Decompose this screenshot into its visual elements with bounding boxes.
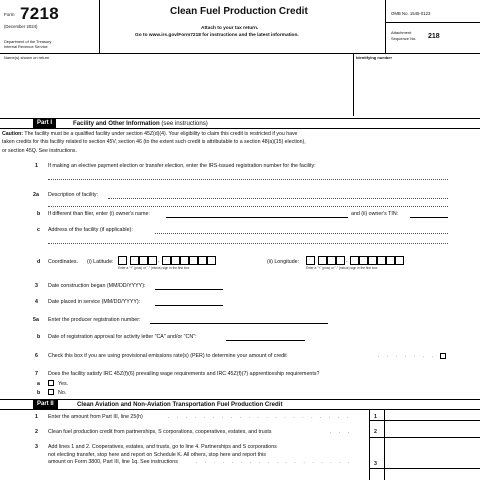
- facility-address-field-2[interactable]: [48, 243, 448, 244]
- p2-line2-number: 2: [35, 429, 38, 435]
- longitude-decimal-box[interactable]: [359, 256, 368, 265]
- department-line-1: Department of the Treasury: [4, 39, 52, 44]
- p2-line3-text-line-3: amount on Form 3800, Part III, line 1q. See instructions: [48, 459, 178, 466]
- per-checkbox[interactable]: [440, 353, 446, 359]
- id-divider: [353, 53, 354, 116]
- p2-line2-leader: . . .: [330, 429, 353, 435]
- p2-line2-box-label: 2: [374, 429, 377, 435]
- line3-number: 3: [35, 283, 38, 289]
- name-input[interactable]: [2, 61, 351, 116]
- latitude-hint: Enter a "+" (plus) or "-" (minus) sign in the first box.: [118, 266, 190, 270]
- line7a-letter: a: [37, 381, 40, 387]
- caution-block: [2, 130, 306, 155]
- latitude-digit-box[interactable]: [139, 256, 148, 265]
- part1-header-rule: [0, 128, 480, 129]
- caution-line-1: The facility must be a qualified facility under section 45Z(d)(4). Your eligibility to claim this credit is restricted if you have: [24, 131, 298, 137]
- longitude-decimal-box[interactable]: [377, 256, 386, 265]
- form-word: Form: [4, 12, 15, 17]
- attach-note: Attach to your tax return.: [201, 26, 259, 31]
- construction-date-field[interactable]: [155, 289, 223, 290]
- latitude-decimal-box[interactable]: [171, 256, 180, 265]
- p2-line1-amount-field[interactable]: [385, 410, 480, 420]
- latitude-sign-box[interactable]: [118, 256, 127, 265]
- line4-number: 4: [35, 299, 38, 305]
- line7b-letter: b: [37, 390, 41, 396]
- header-divider-left: [99, 0, 100, 53]
- latitude-decimal-box[interactable]: [198, 256, 207, 265]
- p2-line1-leader: . . . . . . . . . . . . . . . . . . . . .: [168, 414, 352, 420]
- p2-line3-number: 3: [35, 444, 38, 450]
- header-divider-right: [385, 0, 386, 53]
- part1-label: Part I: [33, 119, 56, 128]
- caution-line-2: taken credits for this facility related to section 45V, section 46 (to the extent such credit is attributable to a section 48(a)(15) election),: [2, 139, 306, 146]
- line6-text: Check this box if you are using provisional emissions rate(s) (PER) to determine your amount of credit: [48, 353, 287, 359]
- latitude-digit-box[interactable]: [148, 256, 157, 265]
- line6-leader: . . . . . . .: [378, 353, 437, 359]
- omb-number: OMB No. 1545-0123: [391, 11, 431, 16]
- line2b-text: If different than filer, enter (i) owner's name:: [48, 211, 150, 217]
- longitude-label: (ii) Longitude:: [267, 259, 300, 265]
- line5a-number: 5a: [33, 317, 39, 323]
- caution-label: Caution:: [2, 131, 24, 137]
- line2d-number: d: [37, 259, 41, 265]
- registration-approval-date-field[interactable]: [226, 340, 305, 341]
- p2-line3-amount-field[interactable]: [385, 438, 480, 468]
- caution-line-3: or section 45Q. See instructions.: [2, 147, 77, 154]
- line1-entry-field[interactable]: [48, 179, 448, 180]
- longitude-decimal-box[interactable]: [395, 256, 404, 265]
- part2-title: Clean Aviation and Non-Aviation Transportation Fuel Production Credit: [77, 401, 283, 408]
- longitude-digit-box[interactable]: [327, 256, 336, 265]
- longitude-decimal-box[interactable]: [350, 256, 359, 265]
- longitude-digit-box[interactable]: [318, 256, 327, 265]
- omb-divider: [385, 22, 480, 23]
- line2c-text: Address of the facility (if applicable):: [48, 227, 133, 233]
- line3-text: Date construction began (MM/DD/YYYY):: [48, 283, 146, 289]
- part2-label: Part II: [33, 400, 58, 409]
- wage-requirements-no-checkbox[interactable]: [48, 389, 54, 395]
- facility-description-field[interactable]: [108, 198, 448, 199]
- p2-line2-text: Clean fuel production credit from partnerships, S corporations, cooperatives, estates, and trusts: [48, 429, 272, 435]
- p2-line3-rule: [369, 468, 480, 469]
- facility-address-field[interactable]: [155, 233, 448, 234]
- latitude-decimal-box[interactable]: [189, 256, 198, 265]
- p2-line2-amount-field[interactable]: [385, 421, 480, 437]
- longitude-decimal-box[interactable]: [368, 256, 377, 265]
- department-line-2: Internal Revenue Service: [4, 44, 48, 49]
- longitude-sign-box[interactable]: [306, 256, 315, 265]
- attachment-label: Attachment: [391, 30, 412, 35]
- latitude-decimal-box[interactable]: [180, 256, 189, 265]
- longitude-hint: Enter a "+" (plus) or "-" (minus) sign in the first box.: [306, 266, 378, 270]
- sequence-number: 218: [428, 33, 440, 40]
- longitude-digit-box[interactable]: [336, 256, 345, 265]
- header-bottom-rule: [0, 53, 480, 54]
- line1-number: 1: [35, 163, 38, 169]
- form-title: Clean Fuel Production Credit: [170, 6, 308, 17]
- p2-line3-leader: . . . . . . . . . . . . . . . . . .: [196, 459, 353, 465]
- line2b-number: b: [37, 211, 41, 217]
- part1-title-text: Facility and Other Information: [73, 120, 160, 127]
- names-label: Name(s) shown on return: [4, 55, 50, 60]
- latitude-decimal-point: .: [158, 258, 160, 264]
- wage-requirements-yes-checkbox[interactable]: [48, 380, 54, 386]
- latitude-digit-box[interactable]: [130, 256, 139, 265]
- line2a-number: 2a: [33, 192, 39, 198]
- longitude-decimal-box[interactable]: [386, 256, 395, 265]
- line1-text: If making an elective payment election or transfer election, enter the IRS-issued registration number for the facility:: [48, 163, 316, 169]
- instructions-link-note: Go to www.irs.gov/Form7218 for instructions and the latest information.: [135, 33, 299, 38]
- owner-name-field[interactable]: [166, 217, 348, 218]
- line2d-text: Coordinates.: [48, 259, 79, 265]
- revision-date: (December 2024): [4, 24, 38, 29]
- line2c-number: c: [37, 227, 40, 233]
- sequence-label: Sequence No.: [391, 36, 417, 41]
- producer-registration-field[interactable]: [150, 323, 328, 324]
- longitude-decimal-point: .: [346, 258, 348, 264]
- owner-tin-field[interactable]: [410, 217, 448, 218]
- form-number: 7218: [20, 4, 60, 23]
- line6-number: 6: [35, 353, 38, 359]
- latitude-decimal-box[interactable]: [207, 256, 216, 265]
- line7-number: 7: [35, 371, 38, 377]
- latitude-decimal-box[interactable]: [162, 256, 171, 265]
- line4-text: Date placed in service (MM/DD/YYYY):: [48, 299, 141, 305]
- p2-line3-box-label: 3: [374, 461, 377, 467]
- p2-line3-text-line-2: not electing transfer, stop here and report on Schedule K. All others, stop here and report this: [48, 451, 266, 458]
- identifying-number-input[interactable]: [356, 61, 478, 116]
- part1-top-rule: [0, 118, 480, 119]
- p2-line1-text: Enter the amount from Part III, line 25(h): [48, 414, 143, 420]
- facility-description-field-2[interactable]: [48, 206, 448, 207]
- line5b-number: b: [37, 334, 41, 340]
- latitude-label: (i) Latitude:: [87, 259, 114, 265]
- line7-text: Does the facility satisfy IRC 45Z(f)(6) prevailing wage requirements and IRC 45Z(f)(7) apprenticeship requirements?: [48, 371, 320, 377]
- p2-line3-text-line-1: Add lines 1 and 2. Cooperatives, estates, and trusts, go to line 4. Partnerships and S corporations: [48, 444, 277, 450]
- p2-line1-number: 1: [35, 414, 38, 420]
- identifying-number-label: Identifying number: [356, 55, 392, 60]
- part1-title: [73, 119, 208, 128]
- line7b-text: No.: [58, 390, 67, 396]
- placed-in-service-date-field[interactable]: [155, 305, 223, 306]
- line7a-text: Yes.: [58, 381, 69, 387]
- p2-line1-box-label: 1: [374, 414, 377, 420]
- line5a-text: Enter the producer registration number:: [48, 317, 141, 323]
- line2b-text-2: and (ii) owner's TIN:: [351, 211, 399, 217]
- part1-title-suffix: (see instructions): [161, 120, 208, 127]
- line2a-text: Description of facility:: [48, 192, 99, 198]
- line5b-text: Date of registration approval for activity letter "CA" and/or "CN":: [48, 334, 197, 340]
